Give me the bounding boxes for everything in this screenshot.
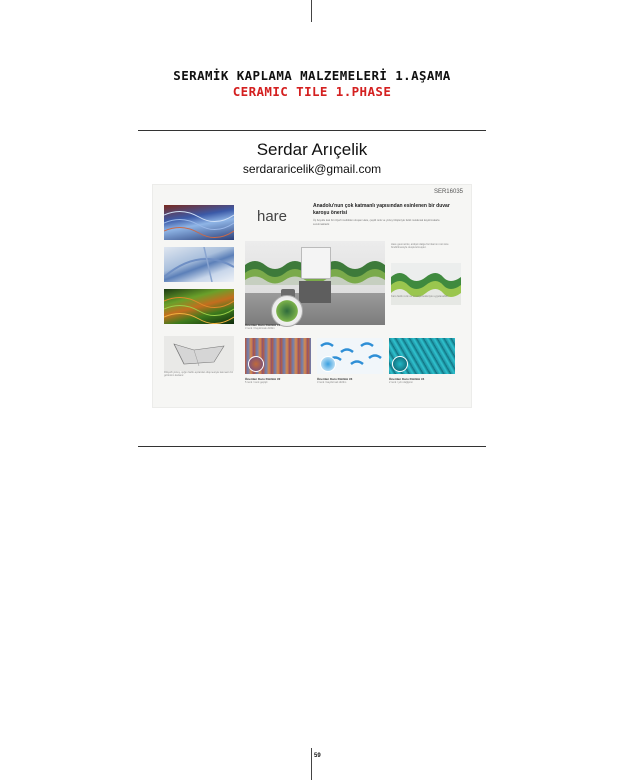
tile-2-sub: 5 renk / renk geçişli [245,381,268,384]
author-name: Serdar Arıçelik [256,140,368,159]
inspiration-image-1 [164,205,234,240]
tile-variant-3-detail [320,356,336,372]
tile-variant-2 [245,338,311,374]
inspiration-image-2 [164,247,234,282]
tile-3-sub: 3 renk / kaydırmalı dizilim [317,381,347,384]
bottom-divider-line [311,748,312,780]
tile-4-sub: 2 renk / yön değişimi [389,381,413,384]
project-intro: Üç boyutlu katı bir rölyefi modülden oluşan Hare, çeşitli renk ve yüzey bitişleriyle farklı mekânsal kaydırmalarla sunulmaktadır. [313,219,440,226]
bottom-rule [138,446,486,447]
tile-variant-3 [317,338,383,374]
room-visualization [245,241,385,325]
page-number: 59 [314,753,321,759]
tile-variant-2-detail [248,356,264,372]
tile-variant-4-detail [392,356,408,372]
project-brand: hare [257,208,288,225]
top-divider-line [311,0,312,22]
vanity-cabinet [299,281,331,303]
tile-2-title: Önerilen Karo Dizilimi #2 [245,377,281,381]
mirror [301,247,331,279]
tile-3-title: Önerilen Karo Dizilimi #3 [317,377,353,381]
side-tile-image [391,263,461,305]
page-title-tr: SERAMİK KAPLAMA MALZEMELERİ 1.AŞAMA [173,68,451,83]
room-caption-title: Önerilen Karo Dizilimi #1 [245,323,281,327]
tile-module-drawing [164,336,234,371]
side-text-2: Karo farklı renk ve sır seçenekleriyle uygulanabilir. [391,295,449,298]
tile-variant-4 [389,338,455,374]
room-caption-sub: 3 renk / Kaydırmalı dizilim [245,327,275,330]
project-poster [152,184,472,408]
tile-4-title: Önerilen Karo Dizilimi #4 [389,377,425,381]
author-email: serdararicelik@gmail.com [242,162,382,176]
top-rule [138,130,486,131]
module-caption: Rölyefli yüzey, ışığın farklı açılardan düşmesiyle katmanlı bir görünüm kazanır. [164,371,234,378]
inspiration-image-3 [164,289,234,324]
page-title-en: CERAMIC TILE 1.PHASE [232,84,392,99]
project-code: SER16035 [433,189,463,195]
project-headline: Anadolu'nun çok katmanlı yapısından esinlenen bir duvar karoşu önerisi [313,203,450,216]
side-text-1: Hare geometrisi, ardışık dalga formlarının üst üste bindirilmesiyle oluşturulmuştur. [391,243,449,250]
